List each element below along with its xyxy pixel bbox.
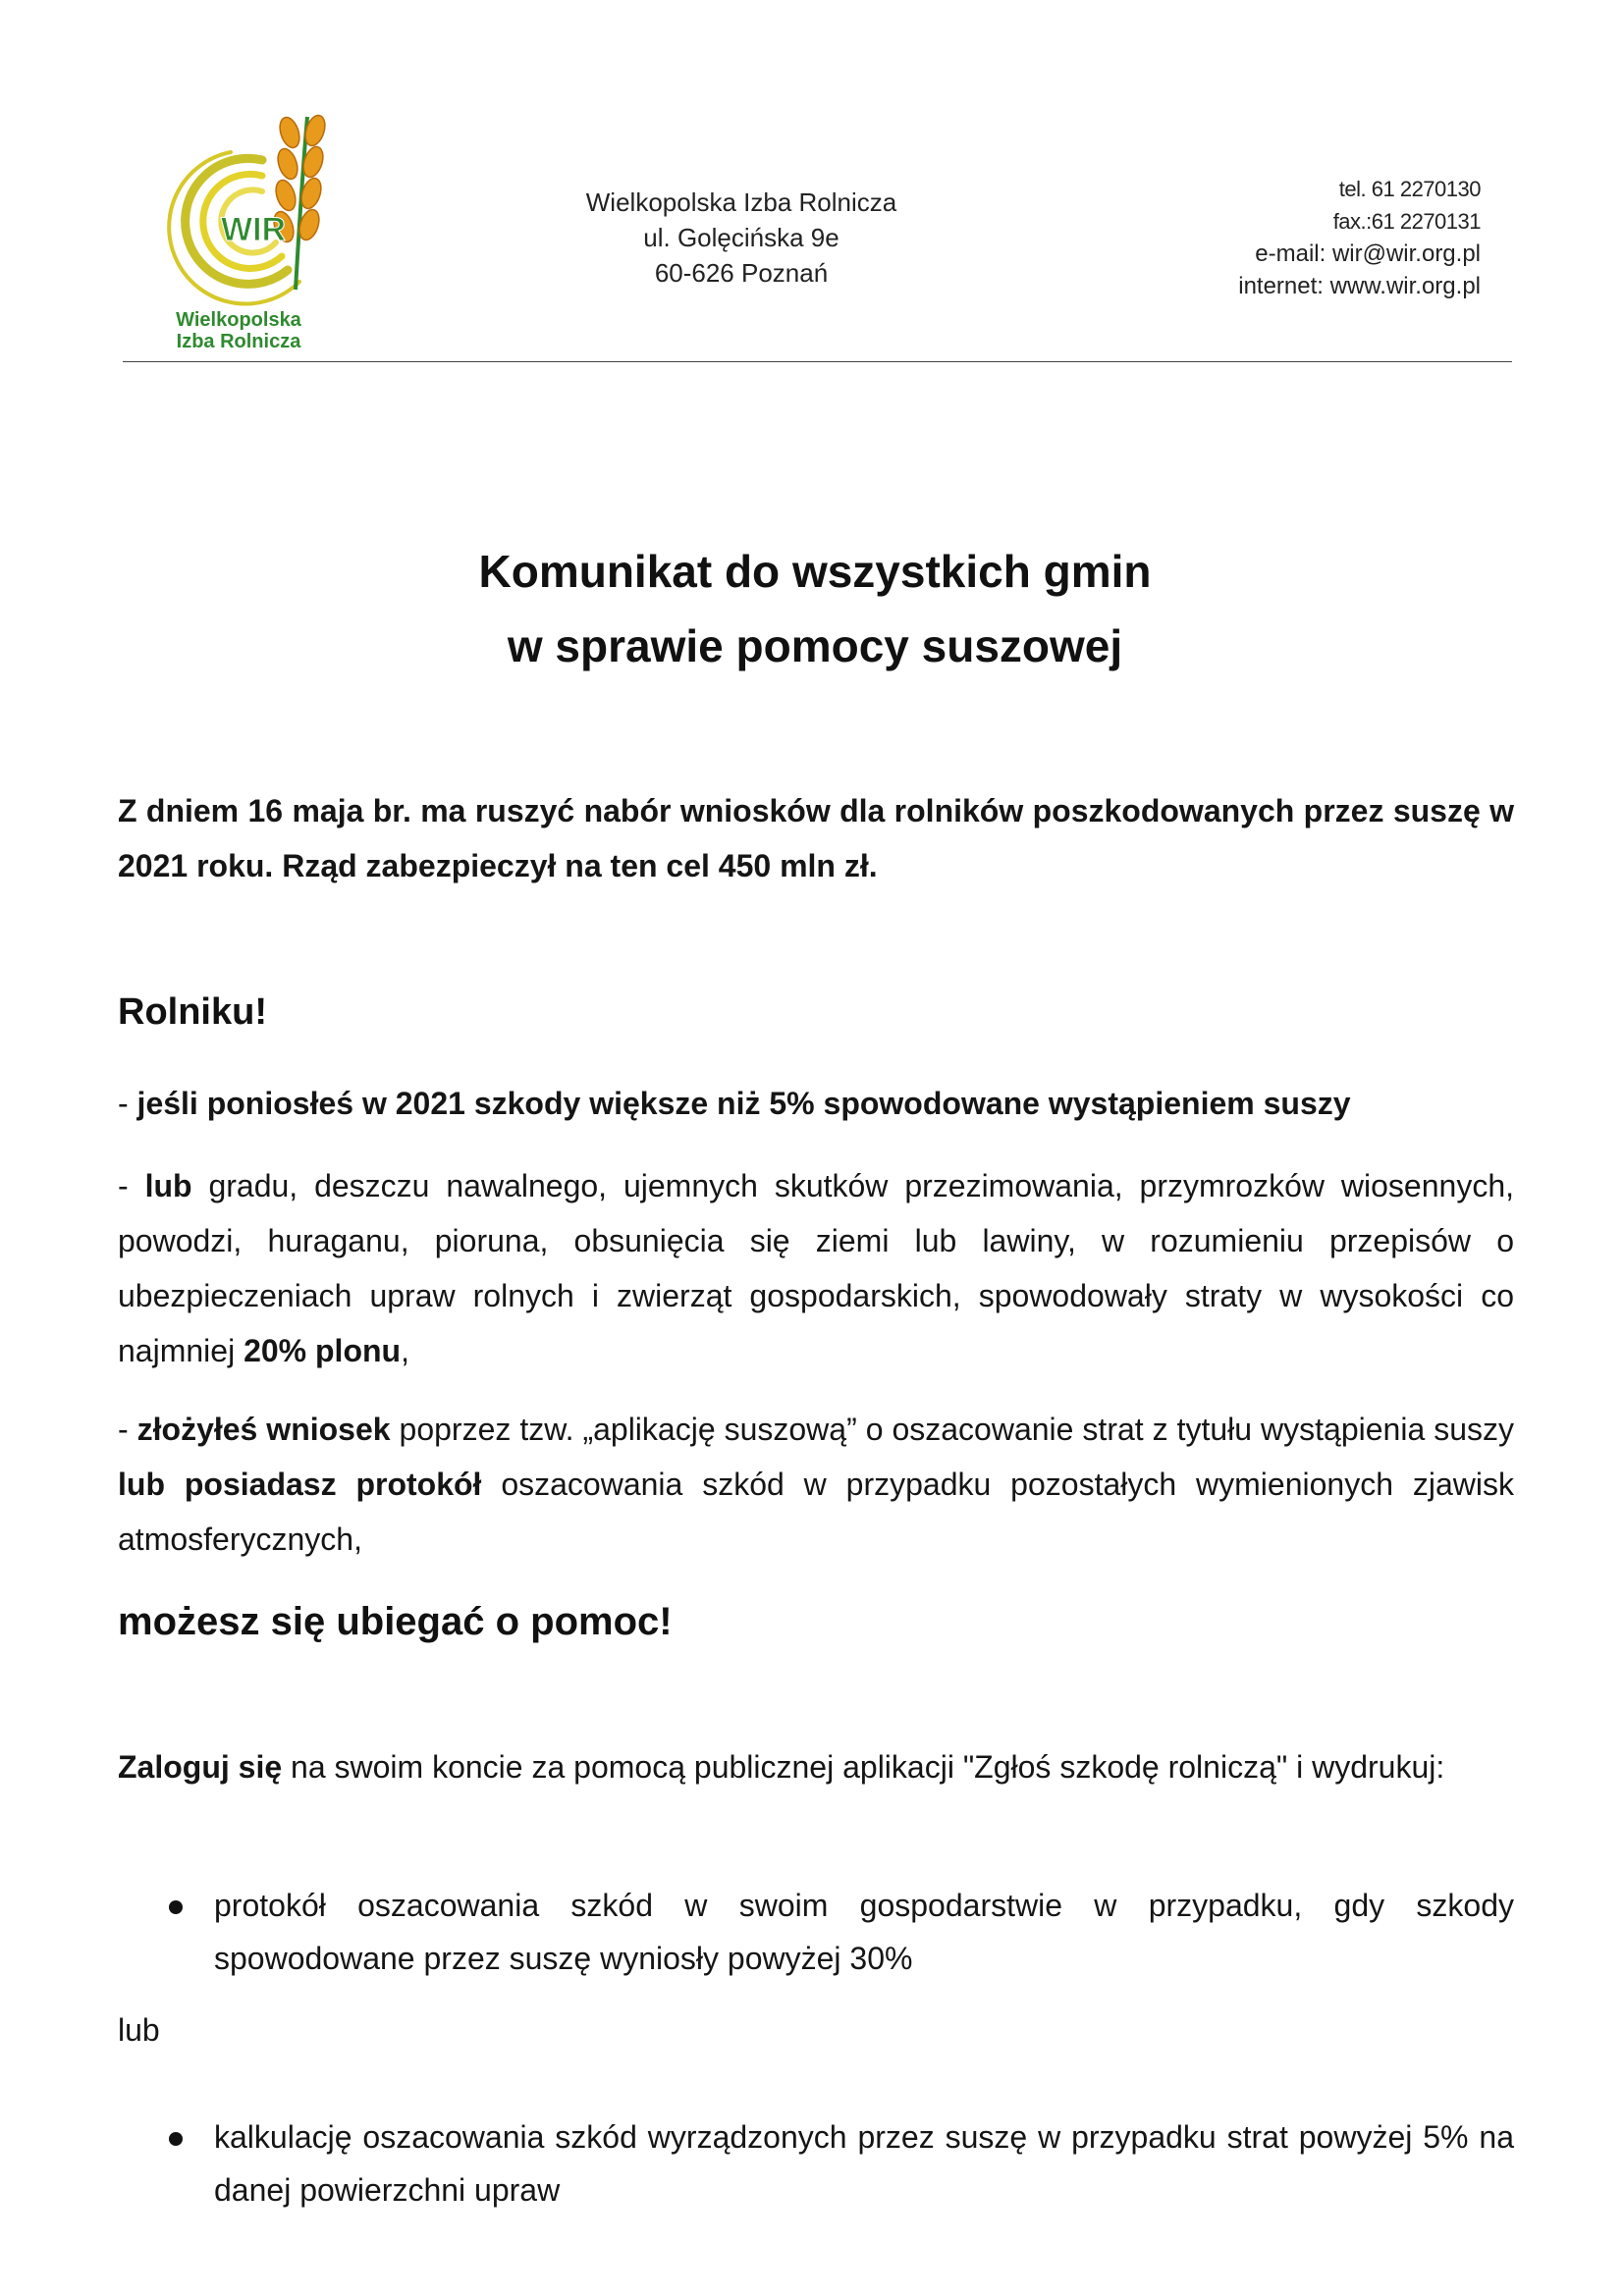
wheat-logo-icon	[152, 113, 349, 319]
document-title	[118, 534, 1512, 683]
bullet-icon	[169, 2132, 183, 2146]
condition-text: poprzez tzw. „aplikację suszową” o oszacowanie strat z tytułu wystąpienia suszy	[390, 1412, 1515, 1447]
contact-fax: fax.:61 2270131	[1332, 209, 1481, 234]
org-name: Wielkopolska Izba Rolnicza	[585, 187, 897, 217]
logo-caption	[170, 309, 307, 352]
login-instruction	[118, 1739, 1514, 1794]
condition-bold-threshold: 20% plonu	[244, 1333, 402, 1368]
condition-prefix: -	[118, 1168, 145, 1203]
contact-email: e-mail: wir@wir.org.pl	[1255, 240, 1481, 267]
condition-prefix: -	[118, 1412, 137, 1447]
logo-caption-line1: Wielkopolska	[176, 309, 301, 331]
call-to-action-heading: możesz się ubiegać o pomoc!	[118, 1600, 673, 1643]
title-line1: Komunikat do wszystkich gmin	[478, 546, 1152, 597]
logo-badge: WIR	[221, 211, 287, 248]
wir-logo	[152, 113, 349, 363]
condition-text-end: oszacowania szkód w przypadku pozostałych wymienionych zjawisk atmosferycznych,	[118, 1467, 1515, 1557]
intro-paragraph: Z dniem 16 maja br. ma ruszyć nabór wniosków dla rolników poszkodowanych przez suszę w 2021 roku. Rząd zabezpieczył na ten cel 450 mln zł.	[118, 793, 1514, 883]
login-text: na swoim koncie za pomocą publicznej aplikacji "Zgłoś szkodę rolniczą" i wydrukuj:	[282, 1749, 1445, 1785]
contact-internet: internet: www.wir.org.pl	[1238, 273, 1481, 299]
condition-text: gradu, deszczu nawalnego, ujemnych skutków przezimowania, przymrozków wiosennych, powodzi, huraganu, pioruna, obsunięcia się ziemi lub lawiny, w rozumieniu przepisów o ubezpieczeniach upraw rolnych i zwierząt gospodarskich, spowodowały straty w wysokości co najmniej	[118, 1168, 1515, 1368]
condition-bold-application: złożyłeś wniosek	[136, 1412, 391, 1447]
login-bold: Zaloguj się	[118, 1749, 283, 1785]
header-divider	[123, 361, 1512, 362]
title-line2: w sprawie pomocy suszowej	[507, 620, 1123, 671]
org-postal-city: 60-626 Poznań	[654, 258, 829, 288]
condition-application	[118, 1402, 1514, 1567]
separator-lub: lub	[118, 2012, 160, 2048]
organization-contact	[1238, 173, 1481, 302]
list-item	[214, 1879, 1514, 1985]
bullet-icon	[169, 1900, 183, 1914]
list-item-text: kalkulację oszacowania szkód wyrządzonych przez suszę w przypadku strat powyżej 5% na danej powierzchni upraw	[214, 2119, 1514, 2208]
condition-bold-protocol: lub posiadasz protokół	[118, 1467, 482, 1502]
condition-text-end: ,	[401, 1333, 409, 1368]
condition-other-weather	[118, 1158, 1514, 1378]
section-heading-rolniku: Rolniku!	[118, 991, 267, 1033]
list-item	[214, 2110, 1514, 2216]
list-item-text: protokół oszacowania szkód w swoim gospodarstwie w przypadku, gdy szkody spowodowane przez suszę wyniosły powyżej 30%	[214, 1888, 1514, 1976]
contact-tel: tel. 61 2270130	[1338, 177, 1481, 201]
condition-bold-lub: lub	[144, 1168, 192, 1203]
condition-bold: jeśli poniosłeś w 2021 szkody większe niż 5% spowodowane wystąpieniem suszy	[136, 1086, 1351, 1121]
logo-caption-line2: Izba Rolnicza	[176, 331, 301, 352]
org-street: ul. Golęcińska 9e	[643, 223, 839, 252]
organization-address	[511, 185, 972, 291]
condition-drought	[118, 1076, 1514, 1131]
condition-prefix: -	[118, 1086, 137, 1121]
